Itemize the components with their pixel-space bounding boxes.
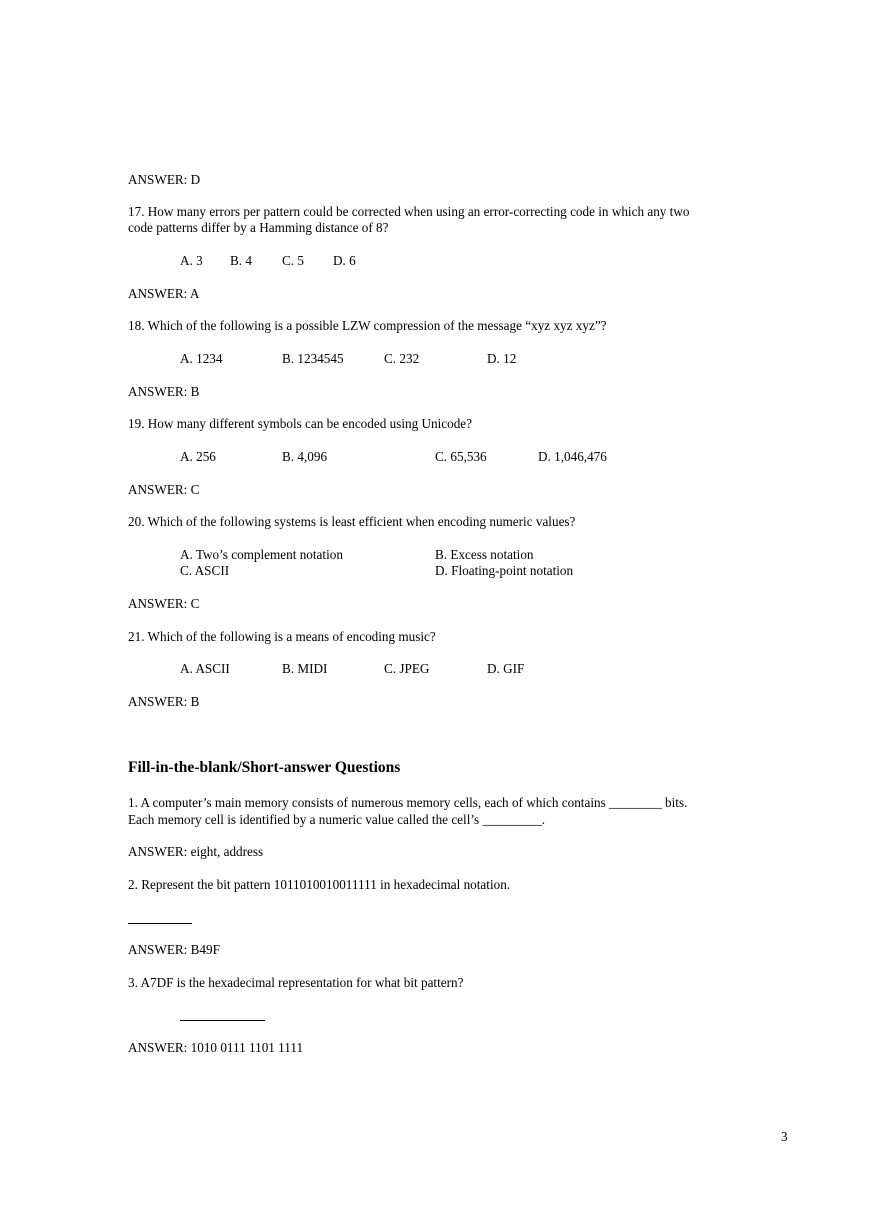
fill-blank-1-line-1: 1. A computer’s main memory consists of numerous memory cells, each of which contains ________ bits. [128,795,688,810]
q20-option-d: D. Floating-point notation [435,563,574,578]
question-17-line-1: 17. How many errors per pattern could be corrected when using an error-correcting code in which any two [128,204,690,219]
answer-fill-blank-1: ANSWER: eight, address [128,844,264,859]
q19-option-c: C. 65,536 [435,449,487,464]
q18-option-c: C. 232 [384,351,420,366]
q19-option-d: D. 1,046,476 [538,449,607,464]
q19-option-a: A. 256 [180,449,216,464]
question-17-line-2: code patterns differ by a Hamming distance of 8? [128,220,389,235]
question-18: 18. Which of the following is a possible LZW compression of the message “xyz xyz xyz”? [128,318,607,333]
q20-option-b: B. Excess notation [435,547,534,562]
answer-fill-blank-3: ANSWER: 1010 0111 1101 1111 [128,1040,304,1055]
page-number: 3 [781,1129,788,1144]
q18-option-a: A. 1234 [180,351,223,366]
q21-option-d: D. GIF [487,661,525,676]
q21-option-c: C. JPEG [384,661,430,676]
fill-blank-3: 3. A7DF is the hexadecimal representation for what bit pattern? [128,975,464,990]
question-21: 21. Which of the following is a means of encoding music? [128,629,436,644]
answer-q16: ANSWER: D [128,172,201,187]
q17-option-c: C. 5 [282,253,304,268]
q19-option-b: B. 4,096 [282,449,328,464]
q20-option-c: C. ASCII [180,563,230,578]
q18-option-b: B. 1234545 [282,351,344,366]
answer-q18: ANSWER: B [128,384,200,399]
question-20: 20. Which of the following systems is least efficient when encoding numeric values? [128,514,576,529]
fill-blank-1-line-2: Each memory cell is identified by a numeric value called the cell’s _________. [128,812,546,827]
answer-q19: ANSWER: C [128,482,200,497]
answer-q21: ANSWER: B [128,694,200,709]
fill-blank-2: 2. Represent the bit pattern 1011010010011111 in hexadecimal notation. [128,877,511,892]
answer-blank-line-2 [128,923,192,924]
q17-option-a: A. 3 [180,253,203,268]
q17-option-b: B. 4 [230,253,252,268]
q17-option-d: D. 6 [333,253,356,268]
section-heading: Fill-in-the-blank/Short-answer Questions [128,759,401,776]
question-19: 19. How many different symbols can be encoded using Unicode? [128,416,473,431]
answer-q20: ANSWER: C [128,596,200,611]
q21-option-a: A. ASCII [180,661,230,676]
answer-blank-line-3 [180,1020,265,1021]
answer-fill-blank-2: ANSWER: B49F [128,942,220,957]
q20-option-a: A. Two’s complement notation [180,547,343,562]
q18-option-d: D. 12 [487,351,517,366]
q21-option-b: B. MIDI [282,661,328,676]
answer-q17: ANSWER: A [128,286,200,301]
